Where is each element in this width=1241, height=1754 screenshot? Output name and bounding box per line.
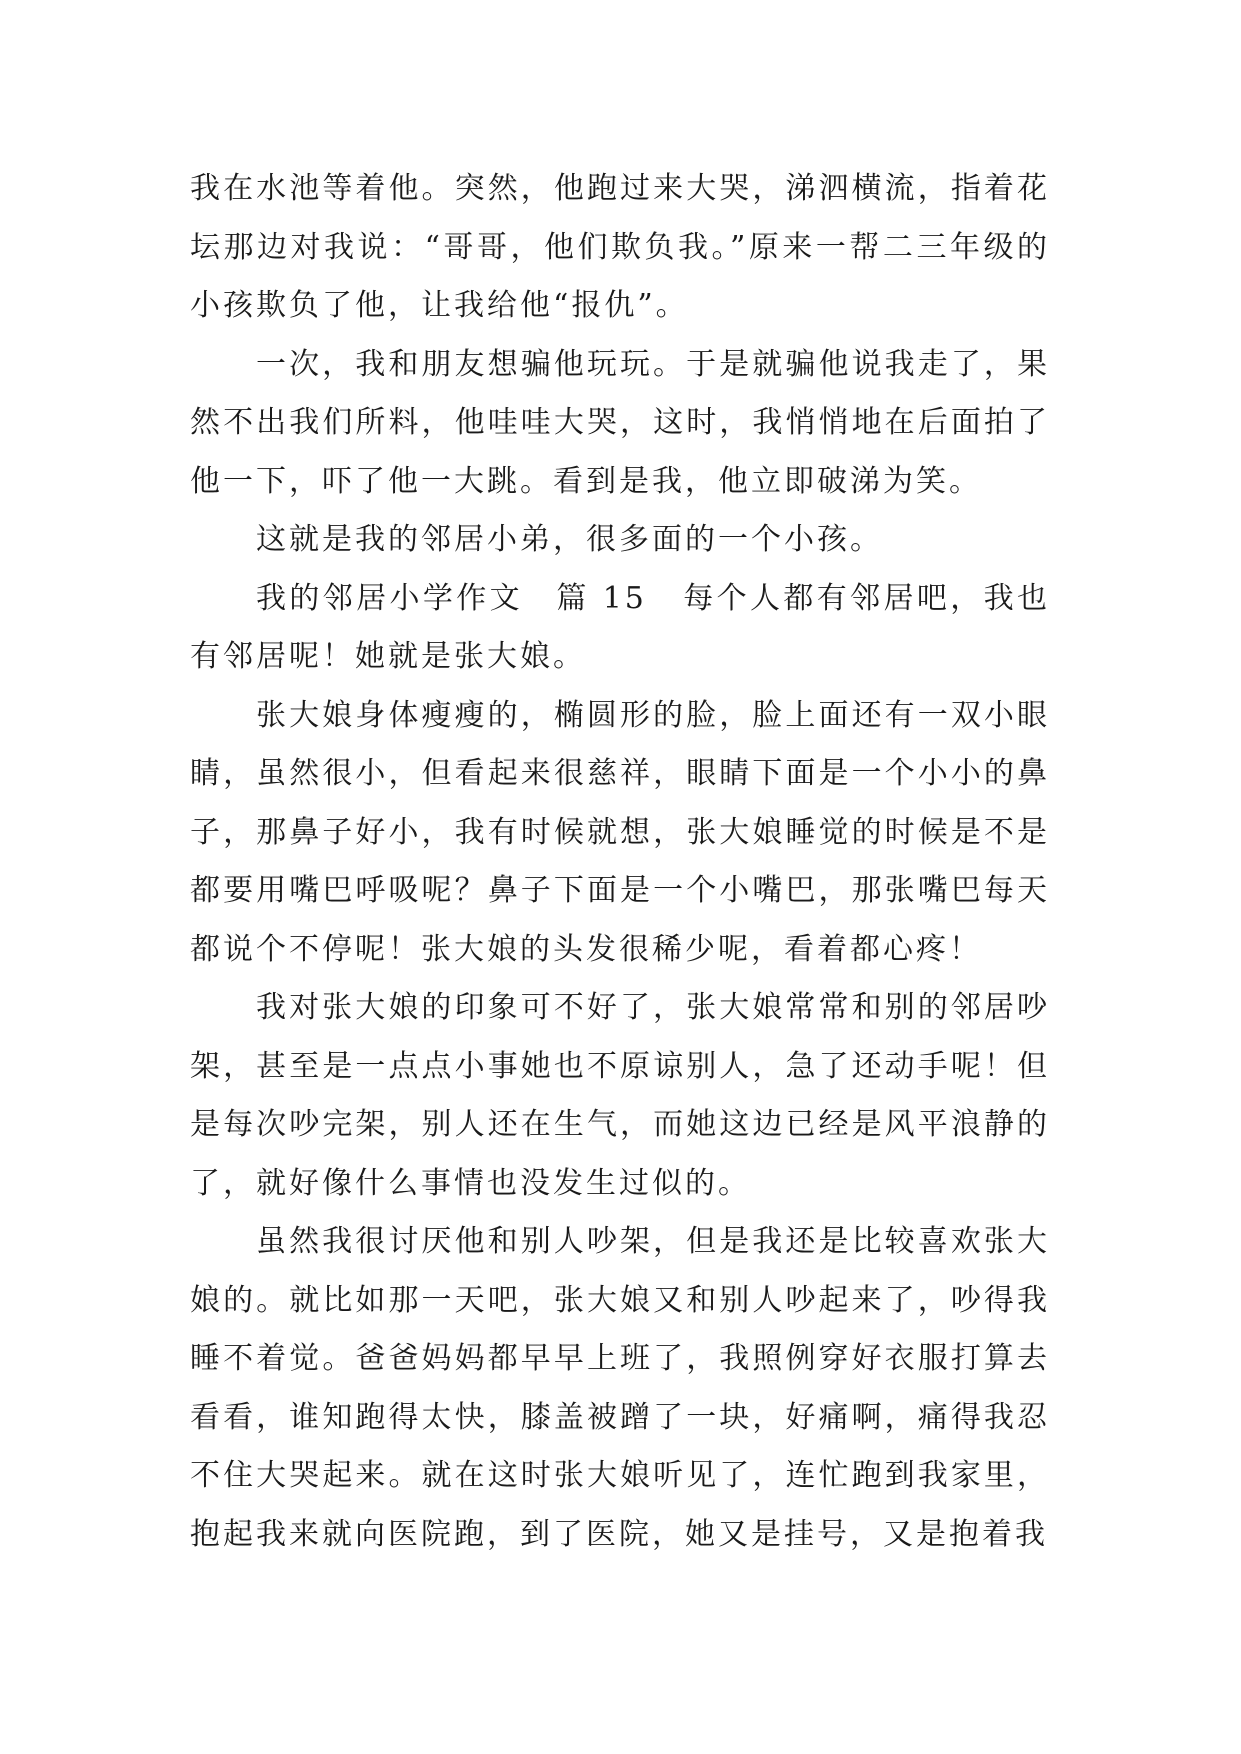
document-page <box>190 160 1050 1564</box>
section-heading <box>190 570 1050 687</box>
paragraph-5: 我对张大娘的印象可不好了，张大娘常常和别的邻居吵架，甚至是一点点小事她也不原谅别人，急了还动手呢！但是每次吵完架，别人还在生气，而她这边已经是风平浪静的了，就好像什么事情也没发生过似的。 <box>190 990 1050 1201</box>
section-opening: 每个人都有邻居吧，我也有邻居呢！她就是张大娘。 <box>190 580 1051 674</box>
section-title: 我的邻居小学作文 <box>256 580 524 616</box>
paragraph-1: 我在水池等着他。突然，他跑过来大哭，涕泗横流，指着花坛那边对我说：“哥哥，他们欺负我。”原来一帮二三年级的小孩欺负了他，让我给他“报仇”。 <box>190 171 1050 323</box>
paragraph-6: 虽然我很讨厌他和别人吵架，但是我还是比较喜欢张大娘的。就比如那一天吧，张大娘又和别人吵起来了，吵得我睡不着觉。爸爸妈妈都早早上班了，我照例穿好衣服打算去看看，谁知跑得太快，膝盖被蹭了一块，好痛啊，痛得我忍不住大哭起来。就在这时张大娘听见了，连忙跑到我家里，抱起我来就向医院跑，到了医院，她又是挂号，又是抱着我 <box>190 1224 1050 1552</box>
paragraph-2: 一次，我和朋友想骗他玩玩。于是就骗他说我走了，果然不出我们所料，他哇哇大哭，这时，我悄悄地在后面拍了他一下，吓了他一大跳。看到是我，他立即破涕为笑。 <box>190 346 1050 499</box>
paragraph-4: 张大娘身体瘦瘦的，椭圆形的脸，脸上面还有一双小眼睛，虽然很小，但看起来很慈祥，眼睛下面是一个小小的鼻子，那鼻子好小，我有时候就想，张大娘睡觉的时候是不是都要用嘴巴呼吸呢？鼻子下面是一个小嘴巴，那张嘴巴每天都说个不停呢！张大娘的头发很稀少呢，看着都心疼！ <box>190 697 1050 967</box>
section-number: 篇 15 <box>556 580 647 616</box>
paragraph-3: 这就是我的邻居小弟，很多面的一个小孩。 <box>256 522 883 557</box>
